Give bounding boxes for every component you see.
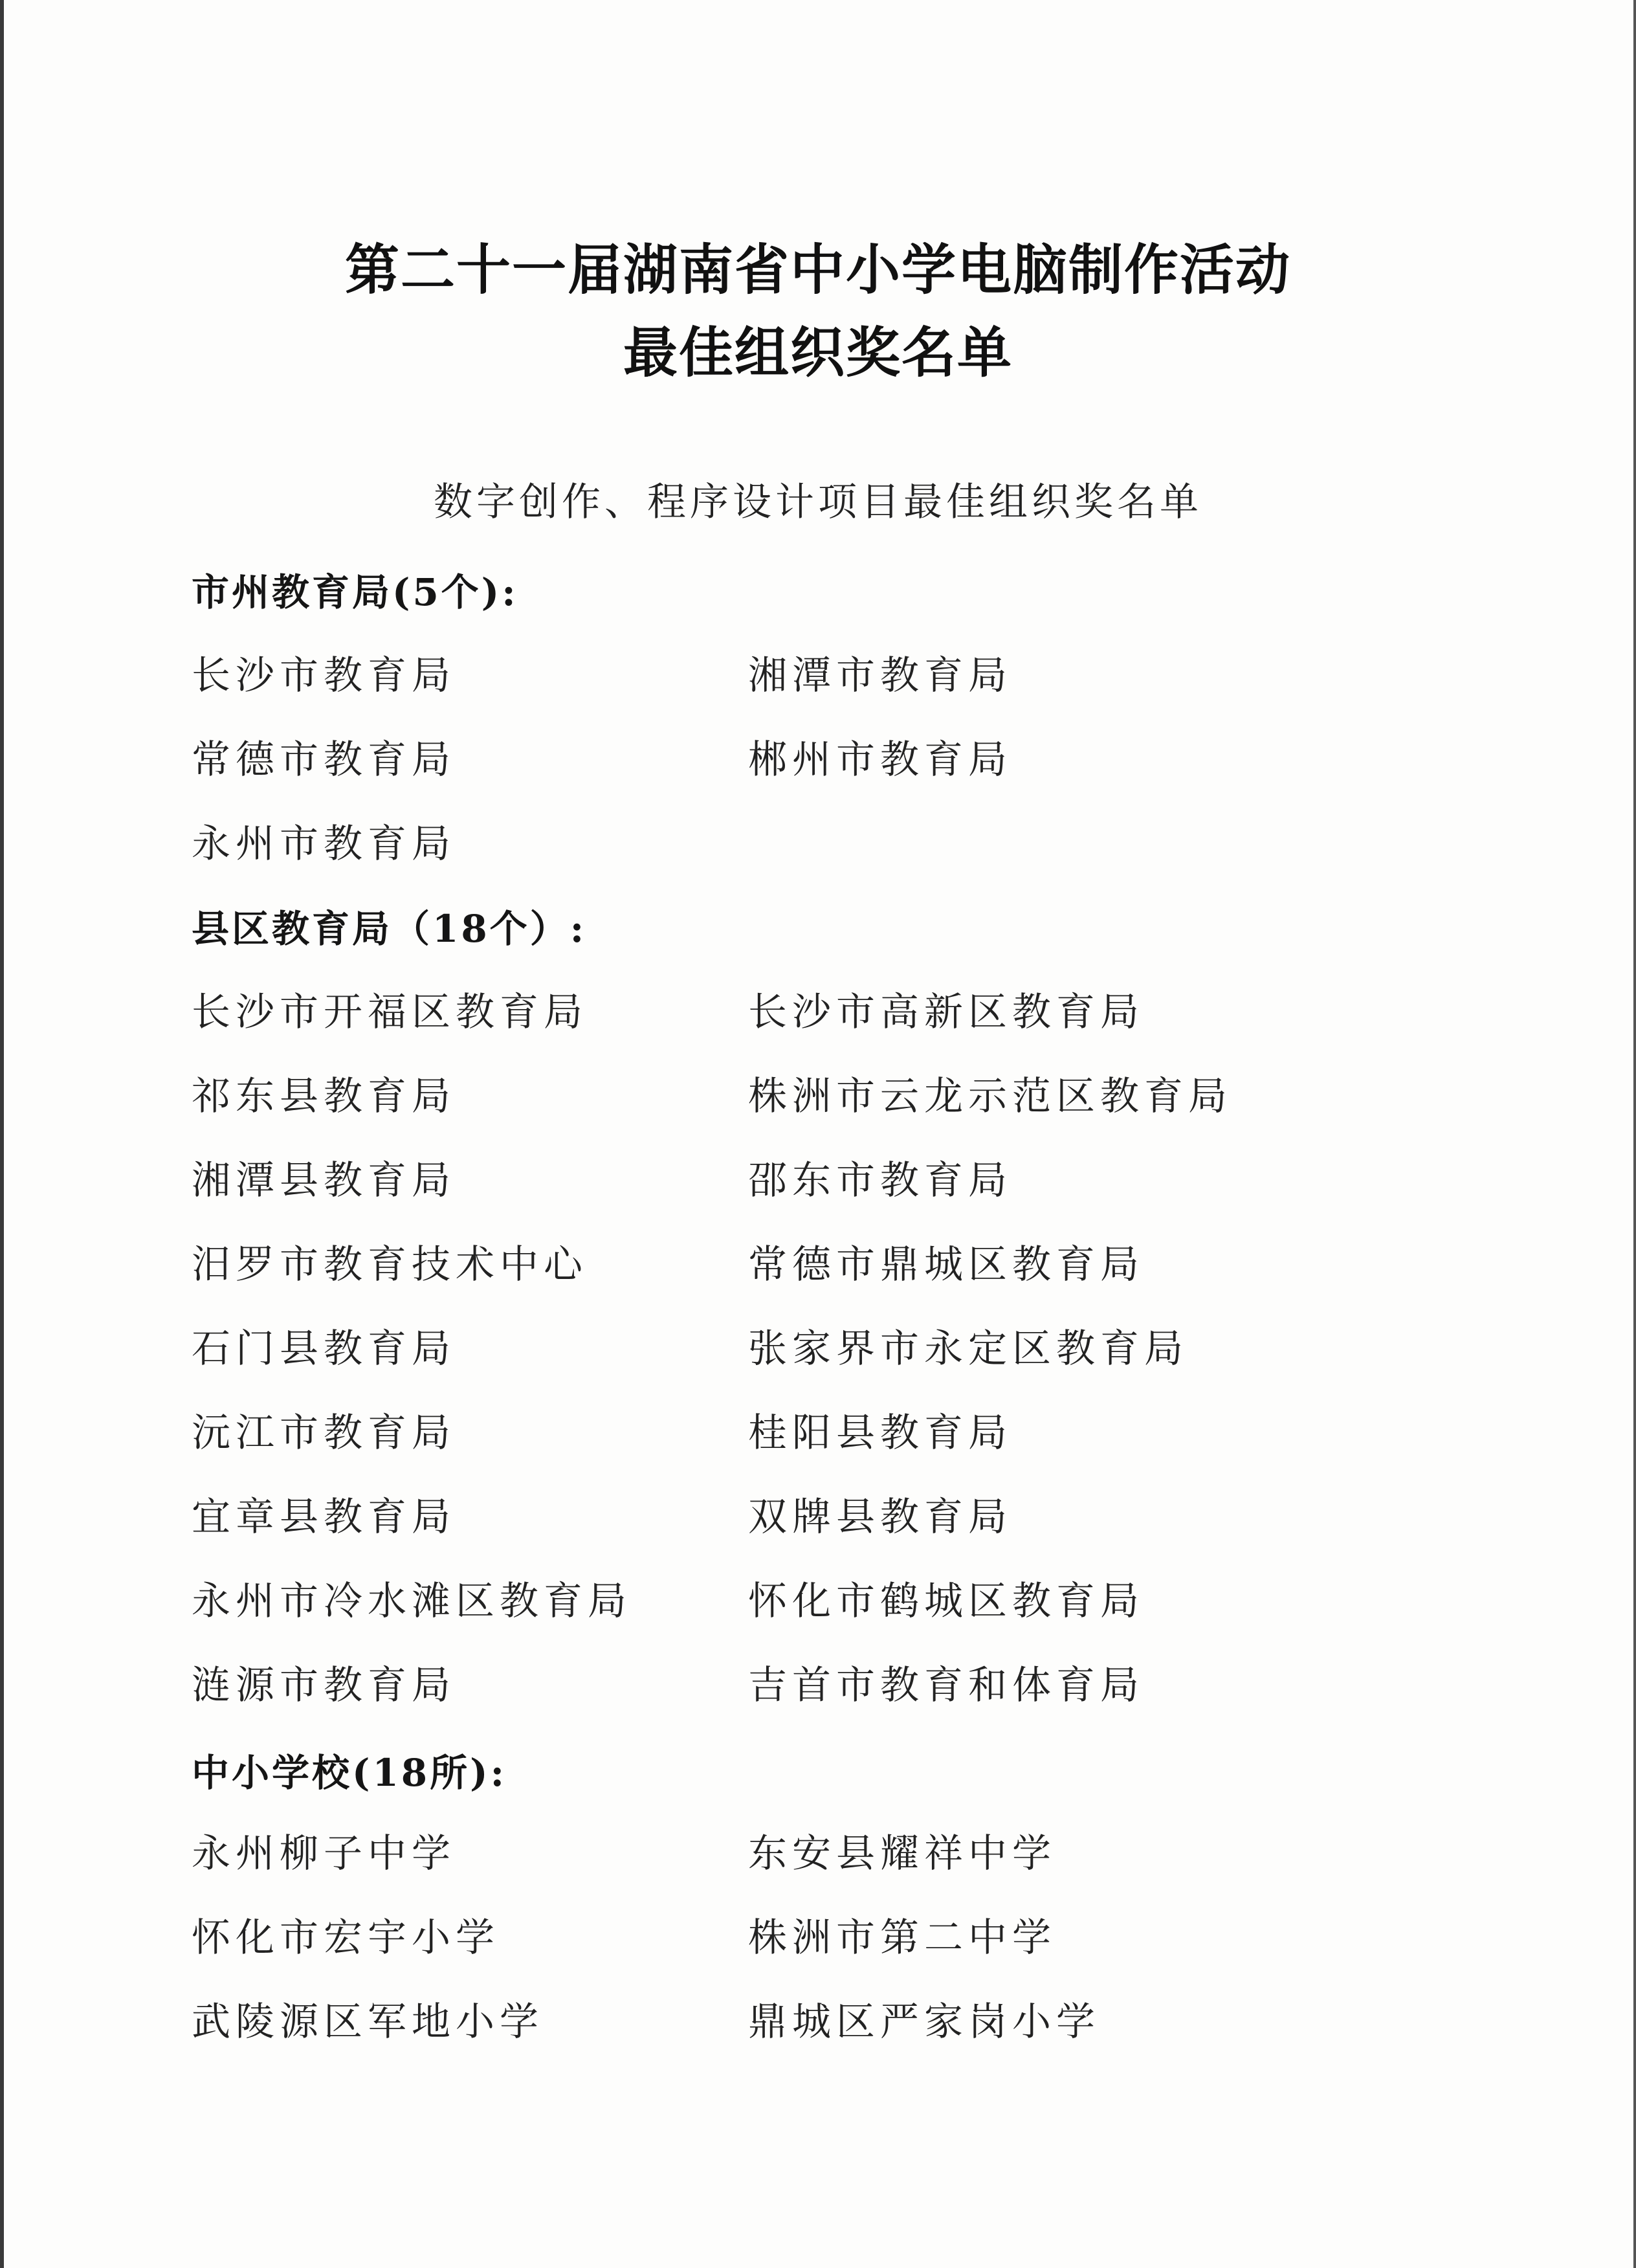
list-item: 涟源市教育局 [192, 1663, 456, 1708]
list-item: 张家界市永定区教育局 [748, 1326, 1188, 1372]
document-title-line1: 第二十一届湖南省中小学电脑制作活动 [344, 238, 1291, 302]
list-item: 常德市教育局 [192, 737, 456, 783]
list-item: 宜章县教育局 [192, 1495, 456, 1540]
list-row [0, 1318, 1636, 1376]
list-item: 吉首市教育和体育局 [748, 1663, 1144, 1708]
list-item: 株洲市第二中学 [748, 1915, 1056, 1961]
list-item: 桂阳县教育局 [748, 1410, 1012, 1456]
list-item: 永州市教育局 [192, 821, 456, 867]
list-item: 湘潭县教育局 [192, 1158, 456, 1203]
list-row [0, 1823, 1636, 1881]
list-row [0, 813, 1636, 871]
list-row [0, 1065, 1636, 1124]
list-row [0, 729, 1636, 787]
list-row [0, 645, 1636, 703]
list-item: 双牌县教育局 [748, 1495, 1012, 1540]
document-title-line2: 最佳组织奖名单 [623, 320, 1013, 384]
list-row [0, 1402, 1636, 1460]
list-item: 长沙市教育局 [192, 653, 456, 698]
section-heading-county-bureaus: 县区教育局（18个）: [192, 907, 587, 951]
list-row [0, 1234, 1636, 1292]
list-item: 武陵源区军地小学 [192, 1999, 544, 2045]
list-item: 长沙市高新区教育局 [748, 990, 1144, 1035]
list-item: 怀化市宏宇小学 [192, 1915, 500, 1961]
list-row [0, 981, 1636, 1040]
list-item: 东安县耀祥中学 [748, 1831, 1056, 1876]
document-subtitle: 数字创作、程序设计项目最佳组织奖名单 [434, 480, 1202, 525]
list-item: 株洲市云龙示范区教育局 [748, 1074, 1232, 1119]
list-item: 湘潭市教育局 [748, 653, 1012, 698]
list-item: 沅江市教育局 [192, 1410, 456, 1456]
section-heading-schools: 中小学校(18所): [192, 1751, 507, 1795]
list-item: 永州柳子中学 [192, 1831, 456, 1876]
list-item: 邵东市教育局 [748, 1158, 1012, 1203]
list-item: 郴州市教育局 [748, 737, 1012, 783]
list-item: 永州市冷水滩区教育局 [192, 1579, 632, 1624]
list-item: 长沙市开福区教育局 [192, 990, 588, 1035]
list-item: 常德市鼎城区教育局 [748, 1242, 1144, 1287]
list-row [0, 1150, 1636, 1208]
list-item: 怀化市鹤城区教育局 [748, 1579, 1144, 1624]
list-item: 石门县教育局 [192, 1326, 456, 1372]
list-item: 鼎城区严家岗小学 [748, 1999, 1100, 2045]
list-row [0, 1654, 1636, 1713]
list-row [0, 1570, 1636, 1629]
list-row [0, 1907, 1636, 1965]
list-item: 祁东县教育局 [192, 1074, 456, 1119]
list-item: 汨罗市教育技术中心 [192, 1242, 588, 1287]
section-heading-city-bureaus: 市州教育局(5个): [192, 570, 518, 614]
list-row [0, 1486, 1636, 1544]
list-row [0, 1991, 1636, 2049]
